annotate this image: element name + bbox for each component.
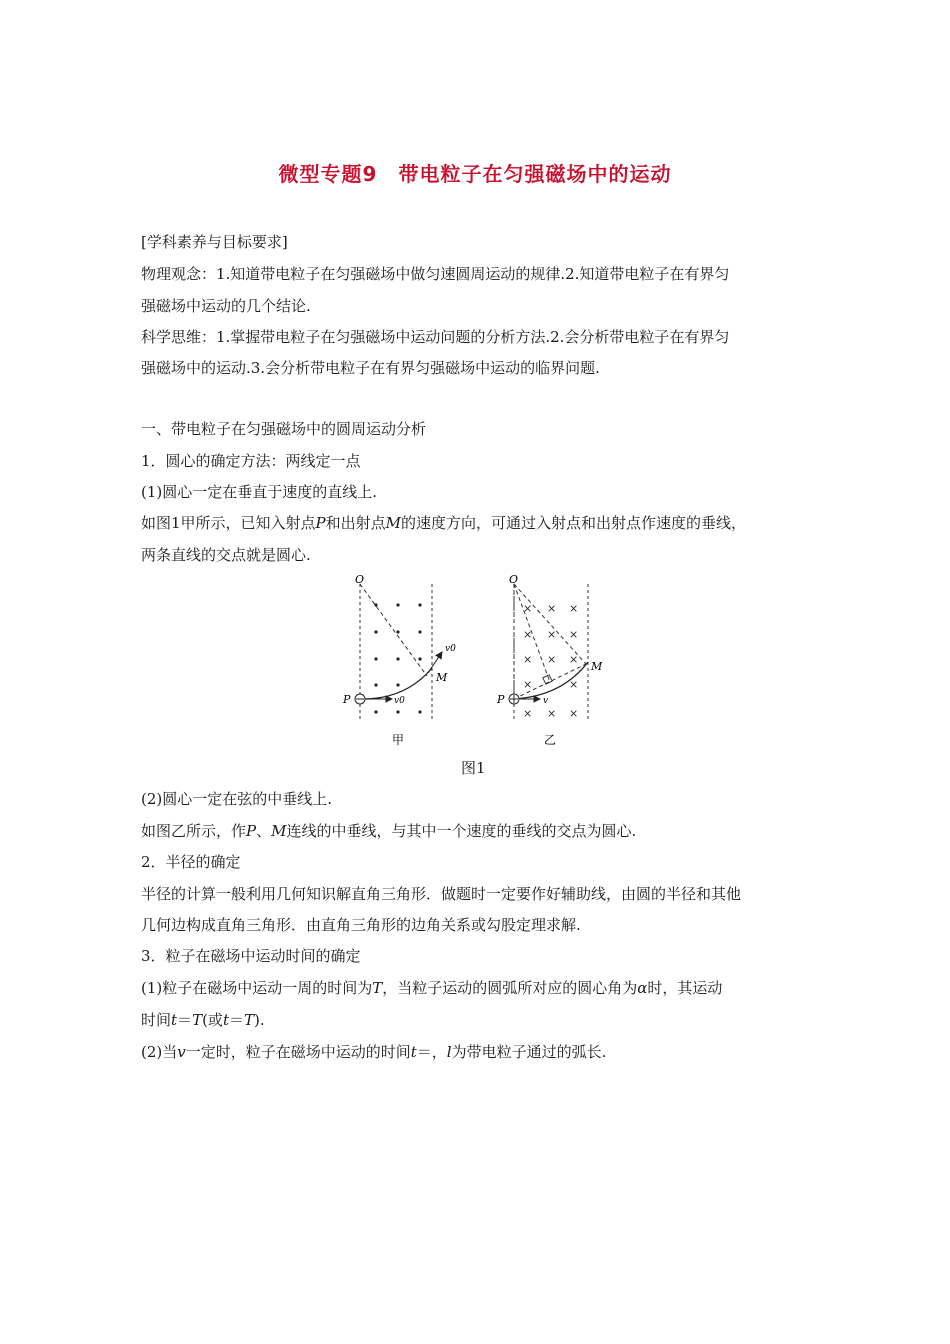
label-P-left: P [343, 693, 351, 706]
text: ，当粒子运动的圆弧所对应的圆心角为 [382, 979, 638, 997]
svg-text:×: × [547, 602, 557, 615]
svg-text:×: × [569, 628, 579, 641]
svg-text:×: × [523, 628, 533, 641]
paragraph-5 [141, 821, 636, 841]
svg-text:×: × [569, 707, 579, 720]
label-P-right: P [497, 693, 505, 706]
symbol-M: M [271, 822, 287, 840]
magnetic-field-crosses [523, 602, 578, 720]
figure-left-panel [342, 573, 456, 747]
goals-thinking-line2: 强磁场中的运动.3.会分析带电粒子在有界匀强磁场中运动的临界问题. [141, 359, 600, 377]
label-yi: 乙 [544, 733, 557, 747]
label-O-right: O [509, 573, 519, 586]
goals-thinking-line1: 科学思维：1.掌握带电粒子在匀强磁场中运动问题的分析方法.2.会分析带电粒子在有界匀 [141, 328, 730, 346]
label-v: v [543, 696, 549, 706]
symbol-v: v [177, 1043, 186, 1061]
paragraph-1: (1)圆心一定在垂直于速度的直线上. [141, 483, 378, 501]
text: 如图1甲所示，已知入射点 [141, 514, 316, 532]
symbol-T: T [372, 979, 383, 997]
symbol-t: t [410, 1043, 417, 1061]
section-heading: 一、带电粒子在匀强磁场中的圆周运动分析 [141, 420, 427, 438]
label-jia: 甲 [392, 733, 405, 747]
paragraph-9 [141, 1010, 265, 1030]
svg-text:×: × [547, 707, 557, 720]
paragraph-6: 半径的计算一般利用几何知识解直角三角形．做题时一定要作好辅助线，由圆的半径和其他 [141, 885, 742, 903]
text: 为带电粒子通过的弧长. [451, 1043, 607, 1061]
svg-text:×: × [547, 628, 557, 641]
text: (或 [202, 1011, 223, 1029]
text: 时，其运动 [647, 979, 723, 997]
subheading-time: 3．粒子在磁场中运动时间的确定 [141, 947, 361, 965]
text: 的速度方向，可通过入射点和出射点作速度的垂线， [401, 514, 747, 532]
text: ). [254, 1011, 265, 1029]
svg-text:×: × [523, 602, 533, 615]
symbol-t: t [222, 1011, 229, 1029]
text: 一定时，粒子在磁场中运动的时间 [185, 1043, 411, 1061]
text: 时间 [141, 1011, 172, 1029]
paragraph-7: 几何边构成直角三角形．由直角三角形的边角关系或勾股定理求解. [141, 916, 581, 934]
text: ＝ [177, 1011, 193, 1029]
paragraph-3: 两条直线的交点就是圆心. [141, 546, 311, 564]
text: 如图乙所示，作 [141, 822, 247, 840]
goals-physics-line1: 物理观念：1.知道带电粒子在匀强磁场中做匀速圆周运动的规律.2.知道带电粒子在有界匀 [141, 265, 730, 283]
symbol-M: M [385, 514, 402, 532]
figure-right-panel [496, 573, 603, 747]
paragraph-2 [141, 513, 746, 533]
goals-physics-line2: 强磁场中运动的几个结论. [141, 297, 311, 315]
label-v0-top: v0 [445, 644, 456, 654]
svg-text:×: × [569, 678, 579, 691]
symbol-T: T [192, 1011, 203, 1029]
paragraph-4: (2)圆心一定在弦的中垂线上. [141, 790, 333, 808]
text: (1)粒子在磁场中运动一周的时间为 [141, 979, 373, 997]
svg-text:×: × [523, 653, 533, 666]
text: 和出射点 [325, 514, 386, 532]
text: (2)当 [141, 1043, 178, 1061]
symbol-T: T [243, 1011, 254, 1029]
page-title: 微型专题9 带电粒子在匀强磁场中的运动 [278, 162, 672, 186]
symbol-P: P [315, 514, 326, 532]
paragraph-10 [141, 1042, 606, 1062]
label-M-right: M [591, 660, 603, 673]
subheading-radius: 2．半径的确定 [141, 853, 241, 871]
text: ＝， [416, 1043, 447, 1061]
goals-header: [学科素养与目标要求] [141, 233, 288, 251]
text: ＝ [228, 1011, 244, 1029]
figure-1 [340, 572, 610, 757]
figure-caption: 图1 [461, 759, 486, 777]
svg-text:×: × [523, 707, 533, 720]
svg-text:×: × [569, 653, 579, 666]
svg-text:×: × [569, 602, 579, 615]
symbol-t: t [171, 1011, 178, 1029]
label-O-left: O [355, 573, 365, 586]
subheading-center: 1．圆心的确定方法：两线定一点 [141, 452, 361, 470]
text: 连线的中垂线，与其中一个速度的垂线的交点为圆心. [286, 822, 637, 840]
symbol-l: l [446, 1043, 452, 1061]
label-v0-bottom: v0 [394, 696, 405, 706]
svg-text:×: × [523, 678, 533, 691]
symbol-P: P [246, 822, 257, 840]
label-M-left: M [436, 671, 448, 684]
paragraph-8 [141, 978, 722, 998]
svg-text:×: × [547, 653, 557, 666]
text: 、 [256, 822, 272, 840]
symbol-alpha: α [637, 979, 648, 997]
